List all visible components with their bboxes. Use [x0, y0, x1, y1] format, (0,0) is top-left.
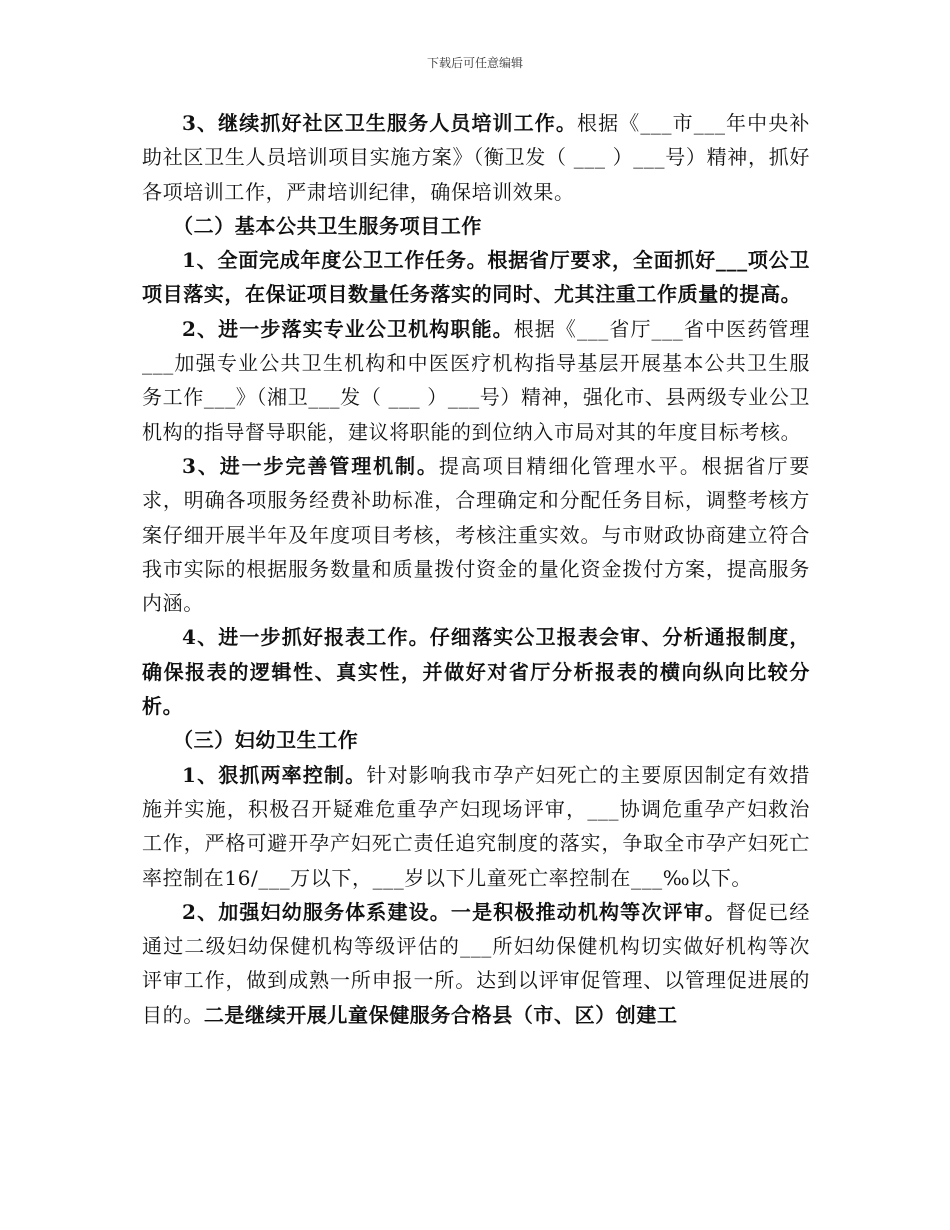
paragraph-annual-tasks [142, 243, 810, 312]
paragraph-lead: 1、全面完成年度公卫工作任务。根据省厅要求，全面抓好___项公卫项目落实，在保证项目数量任务落实的同时、尤其注重工作质量的提高。 [142, 248, 810, 307]
paragraph-lead: 2、加强妇幼服务体系建设。一是积极推动机构等次评审。 [182, 899, 726, 924]
paragraph-text: 针对影响我市孕产妇死亡的主要原因制定有效措施并实施，积极召开疑难危重孕产妇现场评审，___协调危重孕产妇救治工作，严格可避开孕产妇死亡责任追究制度的落实，争取全市孕产妇死亡率控制在16/___万以下，___岁以下儿童死亡率控制在___‰以下。 [142, 762, 810, 890]
document-body [142, 106, 810, 1032]
paragraph-lead: 1、狠抓两率控制。 [182, 762, 367, 787]
paragraph-training [142, 106, 810, 209]
paragraph-text: 督促已经通过二级妇幼保健机构等级评估的___所妇幼保健机构切实做好机构等次评审工作，做到成熟一所申报一所。达到以评审促管理、以管理促进展的目的。 [142, 899, 811, 1027]
paragraph-lead: 2、进一步落实专业公卫机构职能。 [182, 316, 514, 341]
paragraph-management [142, 449, 810, 620]
paragraph-tail: 二是继续开展儿童保健服务合格县（市、区）创建工 [203, 1002, 678, 1027]
paragraph-lead: 3、进一步完善管理机制。 [182, 453, 439, 478]
paragraph-text: 根据《___省厅___省中医药管理___加强专业公共卫生机构和中医医疗机构指导基层开展基本公共卫生服务工作___》（湘卫___发（ ___ ）___号）精神，强化市、县两级专业公卫机构的指导督导职能，建议将职能的到位纳入市局对其的年度目标考核。 [142, 316, 811, 444]
section-heading-maternal-child: （三）妇幼卫生工作 [173, 728, 359, 753]
paragraph-lead: 3、继续抓好社区卫生服务人员培训工作。 [182, 111, 577, 135]
section-heading-public-health: （二）基本公共卫生服务项目工作 [173, 213, 482, 238]
paragraph-mortality-control [142, 758, 810, 895]
paragraph-service-system [142, 895, 810, 1032]
paragraph-lead: 4、进一步抓好报表工作。仔细落实公卫报表会审、分析通报制度，确保报表的逻辑性、真实性，并做好对省厅分析报表的横向纵向比较分析。 [142, 625, 810, 719]
paragraph-text: 提高项目精细化管理水平。根据省厅要求，明确各项服务经费补助标准，合理确定和分配任务目标，调整考核方案仔细开展半年及年度项目考核，考核注重实效。与市财政协商建立符合我市实际的根据服务数量和质量拨付资金的量化资金拨付方案，提高服务内涵。 [142, 453, 810, 616]
paragraph-agency-functions [142, 312, 810, 449]
paragraph-text: 根据《___市___年中央补助社区卫生人员培训项目实施方案》（衡卫发（ ___ ）___号）精神，抓好各项培训工作，严肃培训纪律，确保培训效果。 [142, 111, 810, 204]
paragraph-reports [142, 620, 810, 723]
page-header-note: 下载后可任意编辑 [426, 56, 523, 70]
